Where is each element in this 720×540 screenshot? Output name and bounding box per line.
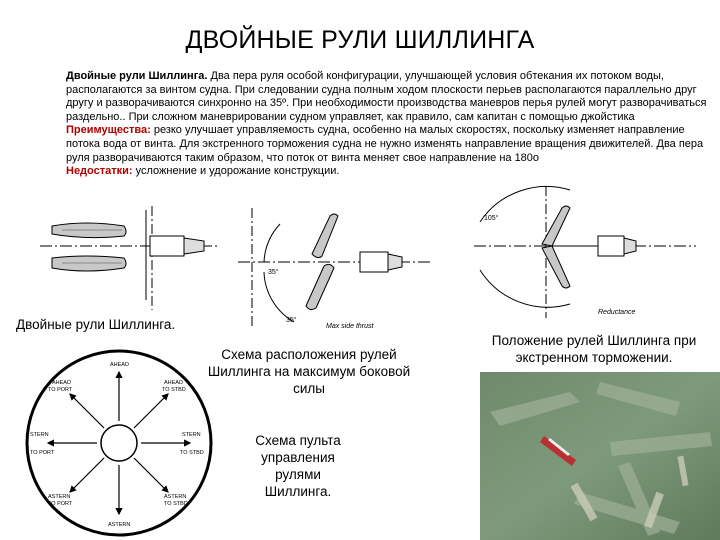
fig3-note: Reductance <box>598 309 636 316</box>
dial-astern-stbd-1: ASTERN <box>164 494 187 500</box>
advantages-label: Преимущества: <box>66 124 151 137</box>
intro-label: Двойные рули Шиллинга. <box>66 70 208 82</box>
intro-paragraph <box>26 70 710 124</box>
figure3-caption: Положение рулей Шиллинга при экстренном торможении. <box>491 333 697 365</box>
figure2-caption: Схема расположения рулей Шиллинга на максимум боковой силы <box>207 347 411 396</box>
description-block <box>26 70 710 179</box>
advantages-paragraph <box>26 124 710 165</box>
dial-stern-stbd-2: TO STBD <box>180 450 204 456</box>
dial-ahead: AHEAD <box>110 362 129 368</box>
advantages-text: резко улучшает управляемость судна, особенно на малых скоростях, поскольку изменяет направление потока вода от винта. Для экстренного торможения судна не нужно изменять направление вращения движителей. Два пера руля разворачиваются таким образом, что поток от винта меняет свое направление на 180о <box>66 124 704 164</box>
intro-text: Два пера руля особой конфигурации, улучшающей условия обтекания их потоком воды, располагаются за винтом судна. При следовании судна полным ходом плоскости перьев располагаются параллельно друг другу и разворачиваются синхронно на 35º. При необходимости производства маневров перья рулей могут разворачиваться раздельно.. При сложном маневрировании судном управляет, как правило, сам капитан с помощью джойстика <box>66 70 707 123</box>
figure1-caption: Двойные рули Шиллинга. <box>16 317 176 332</box>
dial-ahead-port-2: TO PORT <box>48 387 73 393</box>
figure-control-dial <box>24 348 214 538</box>
dial-stern-1: STERN <box>30 432 49 438</box>
fig3-angle: 105° <box>484 215 499 222</box>
figure-rudders-emergency-braking <box>470 182 700 324</box>
dial-ahead-port-1: AHEAD <box>52 380 71 386</box>
disadvantages-label: Недостатки: <box>66 165 133 178</box>
fig2-note: Max side thrust <box>326 323 374 330</box>
fig2-angle-top: 35° <box>268 269 279 276</box>
disadvantages-paragraph <box>26 165 710 179</box>
figure4-caption: Схема пульта управления рулями Шиллинга. <box>255 433 341 499</box>
dial-astern-port-1: ASTERN <box>48 494 71 500</box>
fig2-angle-bottom: 35° <box>286 317 297 324</box>
disadvantages-text: усложнение и удорожание конструкции. <box>132 165 340 178</box>
dial-stern-stbd-1: STERN <box>182 432 201 438</box>
dial-ahead-stbd-1: AHEAD <box>164 380 183 386</box>
page-title: ДВОЙНЫЕ РУЛИ ШИЛЛИНГА <box>185 26 535 54</box>
dial-astern-stbd-2: TO STBD <box>164 501 188 507</box>
dial-astern-port-2: TO PORT <box>48 501 73 507</box>
dial-astern: ASTERN <box>108 522 131 528</box>
dial-stern-2: TO PORT <box>30 450 55 456</box>
dial-ahead-stbd-2: TO STBD <box>162 387 186 393</box>
rudders-photo <box>480 372 720 540</box>
figure-rudders-max-side-thrust <box>234 202 434 332</box>
figure-rudders-parallel <box>22 200 222 316</box>
